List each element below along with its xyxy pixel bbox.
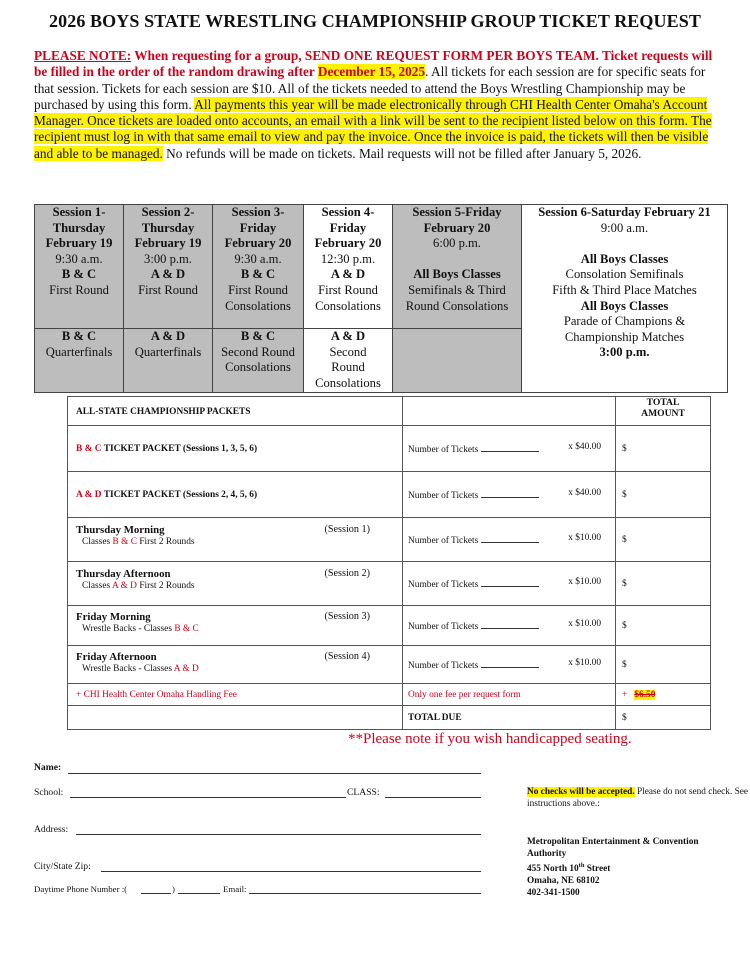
class-label: CLASS: — [347, 787, 380, 798]
session-1-classes-2: B & C — [61, 329, 97, 343]
session-5-time: 6:00 p.m. — [433, 236, 481, 251]
fri-afternoon-title: Friday Afternoon — [76, 651, 157, 663]
session-3-classes-2: B & C — [240, 329, 276, 343]
session-5-classes: All Boys Classes — [413, 267, 501, 282]
session-4-round-b: Consolations — [315, 298, 381, 313]
address-field[interactable] — [76, 834, 481, 835]
no-checks-notice — [527, 786, 750, 810]
ad-packet-classes: A & D — [76, 490, 102, 500]
ticket-order-table — [67, 396, 711, 730]
fri-afternoon-row: (Session 4) Friday Afternoon Wrestle Backs - Classes A & D — [68, 646, 403, 684]
session-5-round-b: Round Consolations — [405, 298, 509, 313]
handling-fee-note: Only one fee per request form — [403, 684, 616, 706]
please-note-text: When requesting for a group, SEND ONE REQUEST FORM PER BOYS TEAM. Ticket requests will be filled in the order of the random drawing after — [34, 48, 713, 80]
session-1-name: Session 1- — [52, 205, 106, 219]
session-3-second-cell — [213, 329, 304, 393]
session-4-round-2c: Consolations — [315, 375, 381, 390]
mailing-address: Metropolitan Entertainment & Convention Authority 455 North 10th Street Omaha, NE 68102 402-341-1500 — [527, 837, 699, 899]
session-4-name: Session 4- — [321, 205, 375, 219]
packets-header-cell — [68, 397, 403, 426]
drawing-date: December 15, 2025 — [317, 64, 426, 80]
session-5-round: Semifinals & Third — [408, 282, 506, 297]
fri-morning-quantity-input[interactable] — [481, 619, 539, 629]
session-1-date: February 19 — [45, 236, 113, 251]
session-1-round: First Round — [49, 282, 109, 297]
session-3-time: 9:30 a.m. — [234, 251, 282, 266]
ad-packet-quantity-input[interactable] — [481, 488, 539, 498]
fri-morning-title: Friday Morning — [76, 611, 151, 623]
session-6-classes-2: All Boys Classes — [580, 298, 669, 313]
class-field[interactable] — [385, 797, 481, 798]
handling-fee-label: + CHI Health Center Omaha Handling Fee — [68, 684, 403, 706]
session-1-round-2: Quarterfinals — [45, 344, 113, 359]
total-due-label: TOTAL DUE — [403, 706, 616, 730]
session-1-time: 9:30 a.m. — [55, 251, 103, 266]
page-title: 2026 BOYS STATE WRESTLING CHAMPIONSHIP GROUP TICKET REQUEST — [49, 11, 701, 31]
thu-morning-title: Thursday Morning — [76, 524, 165, 536]
session-3-round-2b: Consolations — [225, 360, 291, 375]
thu-afternoon-qty: Number of Tickets x $10.00 — [403, 562, 616, 606]
no-checks-bold: No checks will be accepted. — [527, 787, 635, 797]
fri-afternoon-session: (Session 4) — [324, 651, 370, 662]
session-2-second-cell — [124, 329, 213, 393]
payment-instructions: All payments this year will be made electronically through CHI Health Center Omaha's Account Manager. Once tickets are loaded onto accounts, an email with a link will be sent to the recipient listed below on this form. The recipient must log in with that same email to view and pay the invoice. Once the invoice is paid, the tickets will then be visible and able to be managed. — [34, 96, 712, 161]
session-6-round-2: Parade of Champions & — [563, 314, 686, 329]
session-2-date: February 19 — [134, 236, 202, 251]
no-checks-text: Please do not send check. See instructions above.: — [527, 787, 749, 809]
session-6-round: Consolation Semifinals — [565, 267, 684, 282]
email-field[interactable] — [249, 893, 481, 894]
session-5-date: February 20 — [423, 220, 491, 235]
total-due-amount[interactable]: $ — [616, 706, 711, 730]
fri-afternoon-total[interactable]: $ — [616, 646, 711, 684]
city-state-zip-label: City/State Zip: — [34, 861, 91, 872]
session-4-cell — [304, 205, 393, 329]
fri-afternoon-quantity-input[interactable] — [481, 658, 539, 668]
fri-morning-qty: Number of Tickets x $10.00 — [403, 606, 616, 646]
session-3-cell — [213, 205, 304, 329]
session-4-date: February 20 — [314, 236, 382, 251]
address-label: Address: — [34, 824, 69, 835]
session-3-round: First Round — [228, 282, 288, 297]
session-3-name: Session 3- — [231, 205, 285, 219]
session-4-classes: A & D — [330, 267, 366, 282]
school-label: School: — [34, 787, 64, 798]
session-3-day: Friday — [239, 220, 277, 235]
handling-fee-amount: $6.50 — [634, 689, 656, 700]
city-state-zip-field[interactable] — [101, 871, 481, 872]
refund-note: No refunds will be made on tickets. Mail requests will not be filled after January 5, 2026. — [162, 145, 642, 161]
thu-morning-session: (Session 1) — [324, 524, 370, 535]
phone-close-paren: ) — [172, 884, 175, 894]
session-6-time: 9:00 a.m. — [600, 220, 649, 235]
bc-packet-classes: B & C — [76, 444, 102, 454]
name-label: Name: — [34, 762, 62, 773]
ad-packet-label: TICKET PACKET (Sessions 2, 4, 5, 6) — [101, 490, 258, 500]
session-4-day: Friday — [329, 220, 367, 235]
total-header: TOTAL AMOUNT — [616, 397, 711, 426]
fri-morning-total[interactable]: $ — [616, 606, 711, 646]
area-code-field[interactable] — [141, 893, 171, 894]
session-2-day: Thursday — [141, 220, 195, 235]
session-1-second-cell — [35, 329, 124, 393]
session-5-name: Session 5-Friday — [412, 205, 502, 219]
bc-packet-quantity-input[interactable] — [481, 442, 539, 452]
fri-morning-session: (Session 3) — [324, 611, 370, 622]
thu-morning-quantity-input[interactable] — [481, 533, 539, 543]
session-6-name: Session 6-Saturday February 21 — [538, 205, 711, 219]
session-6-classes: All Boys Classes — [580, 251, 669, 266]
session-2-classes: A & D — [150, 267, 186, 282]
session-3-date: February 20 — [224, 236, 292, 251]
session-6-time-2: 3:00 p.m. — [599, 345, 650, 360]
bc-packet-qty: Number of Tickets x $40.00 — [403, 426, 616, 472]
session-2-cell — [124, 205, 213, 329]
session-1-classes: B & C — [61, 267, 97, 282]
session-4-round-2b: Round — [331, 360, 365, 375]
school-field[interactable] — [70, 797, 346, 798]
session-1-cell — [35, 205, 124, 329]
session-2-name: Session 2- — [141, 205, 195, 219]
fri-morning-row: (Session 3) Friday Morning Wrestle Backs - Classes B & C — [68, 606, 403, 646]
session-2-round-2: Quarterfinals — [134, 344, 202, 359]
session-5-empty-cell — [393, 329, 522, 393]
handling-fee-cell: + $6.50 — [616, 684, 711, 706]
session-4-round: First Round — [318, 282, 378, 297]
handicap-note: **Please note if you wish handicapped seating. — [348, 731, 632, 747]
ad-packet-row — [68, 472, 403, 518]
session-4-second-cell — [304, 329, 393, 393]
please-note-label: PLEASE NOTE: — [34, 48, 132, 63]
phone-field[interactable] — [178, 893, 220, 894]
session-3-round-2: Second Round — [221, 344, 295, 359]
bc-packet-total[interactable]: $ — [616, 426, 711, 472]
name-field[interactable] — [68, 773, 481, 774]
thu-afternoon-quantity-input[interactable] — [481, 577, 539, 587]
session-5-cell — [393, 205, 522, 329]
session-1-day: Thursday — [52, 220, 106, 235]
session-6-round-b: Fifth & Third Place Matches — [552, 282, 697, 297]
instructions-paragraph — [34, 48, 724, 162]
session-3-round-b: Consolations — [225, 298, 291, 313]
bc-packet-price: x $40.00 — [568, 442, 601, 452]
session-4-classes-2: A & D — [330, 329, 366, 343]
session-2-time: 3:00 p.m. — [144, 251, 192, 266]
session-3-classes: B & C — [240, 267, 276, 282]
session-6-cell — [522, 205, 728, 393]
bc-packet-row — [68, 426, 403, 472]
thu-afternoon-row: (Session 2) Thursday Afternoon Classes A & D First 2 Rounds — [68, 562, 403, 606]
thu-morning-total[interactable]: $ — [616, 518, 711, 562]
thu-afternoon-title: Thursday Afternoon — [76, 568, 171, 580]
ad-packet-price: x $40.00 — [568, 488, 601, 498]
fri-afternoon-qty: Number of Tickets x $10.00 — [403, 646, 616, 684]
session-4-round-2: Second — [329, 344, 367, 359]
instructions-text: . All tickets for each session are for specific seats for that session. Tickets for each session are $10. All of the tickets needed to attend the Boys Wrestling Championship may be purchased by using this form. — [34, 64, 706, 112]
session-2-round: First Round — [138, 282, 198, 297]
ad-packet-total[interactable]: $ — [616, 472, 711, 518]
thu-morning-row: (Session 1) Thursday Morning Classes B & C First 2 Rounds — [68, 518, 403, 562]
thu-afternoon-total[interactable]: $ — [616, 562, 711, 606]
phone-label: Daytime Phone Number :( — [34, 884, 128, 894]
email-label: Email: — [223, 884, 247, 894]
session-6-round-2b: Championship Matches — [564, 329, 685, 344]
session-schedule-table — [34, 204, 728, 393]
session-4-time: 12:30 p.m. — [320, 251, 376, 266]
bc-packet-label: TICKET PACKET (Sessions 1, 3, 5, 6) — [101, 444, 258, 454]
packets-header: ALL-STATE CHAMPIONSHIP PACKETS — [76, 406, 251, 417]
thu-afternoon-session: (Session 2) — [324, 568, 370, 579]
thu-morning-qty: Number of Tickets x $10.00 — [403, 518, 616, 562]
ad-packet-qty: Number of Tickets x $40.00 — [403, 472, 616, 518]
session-2-classes-2: A & D — [150, 329, 186, 343]
